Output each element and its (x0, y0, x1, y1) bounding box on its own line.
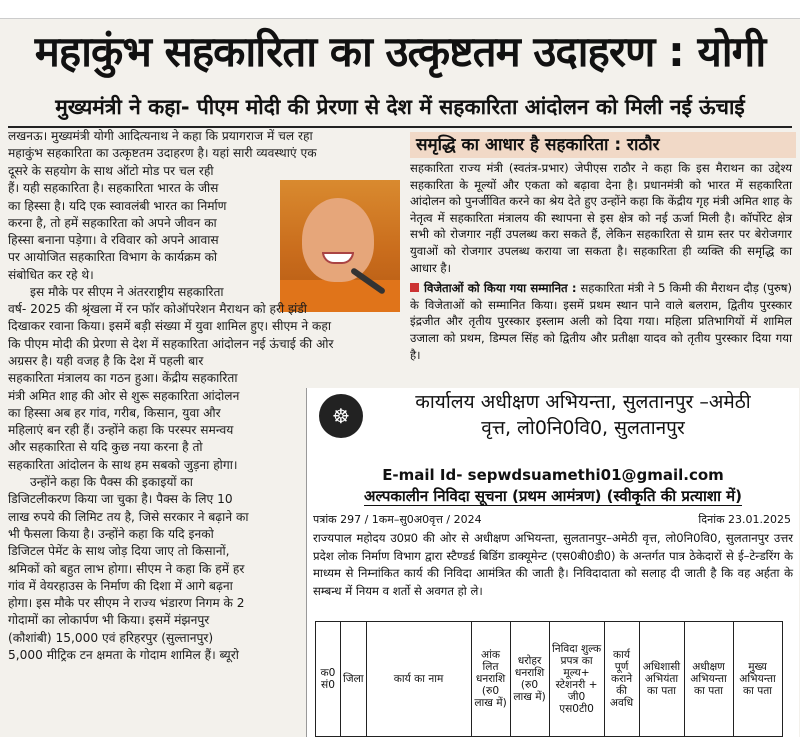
winners-lead: विजेताओं को किया गया सम्मानित : (424, 281, 577, 296)
article-line: हैं। यही सहकारिता है। सहकारिता भारत के जीस (8, 181, 219, 196)
article-line: (कौशांबी) 15,000 एवं हरिहरपुर (सुल्तानपुर) (8, 630, 214, 645)
table-header: धरोहर धनराशि (रु0 लाख में) (510, 622, 549, 737)
office-circle: वृत्त, लो0नि0वि0, सुलतानपुर (481, 417, 685, 439)
article-wrap-text (8, 163, 276, 301)
winners-paragraph (410, 280, 792, 363)
winners-text: सहकारिता मंत्री ने 5 किमी की मैराथन दौड़ (पुरुष) के विजेताओं को सम्मानित किया। इसमें प्रथम स्थान पाने वाले बलराम, द्वितीय पुरस्कार इंद्रजीत और तृतीय पुरस्कार इस्लाम अली को दिया गया। महिला प्रतिभागियों में शामिल उजाला को प्रथम, डिम्पल सिंह को द्वितीय और प्रतीक्षा यादव को तृतीय पुरस्कार दिया गया है। (410, 281, 792, 362)
article-line: उन्होंने कहा कि पैक्स की इकाइयों का (30, 475, 193, 490)
table-header: आंक लित धनराशि (रु0 लाख में) (471, 622, 510, 737)
article-line: संबोधित कर रहे थे। (8, 267, 94, 282)
bullet-icon (410, 283, 419, 292)
sidebar-article (410, 160, 792, 363)
article-line: इस मौके पर सीएम ने अंतरराष्ट्रीय सहकारिता (30, 285, 224, 300)
notice-title (307, 486, 799, 506)
emblem-icon: ☸ (319, 394, 363, 438)
notice-ref: पत्रांक 297 / 1कम–सु0अ0वृत्त / 2024 (313, 513, 482, 526)
article-line: होगा। इस मौके पर सीएम ने राज्य भंडारण निगम के 2 (8, 596, 245, 611)
article-narrow-text (8, 353, 300, 664)
article-line: महिलाएं बन रही हैं। उन्होंने कहा कि परस्पर समन्वय (8, 423, 234, 438)
subheadline: मुख्यमंत्री ने कहा- पीएम मोदी की प्रेरणा से देश में सहकारिता आंदोलन को मिली नई ऊंचाई (55, 95, 745, 119)
article-full-text (8, 301, 400, 353)
article-intro (8, 128, 400, 163)
notice-title-text: अल्पकालीन निविदा सूचना (प्रथम आमंत्रण) (स्वीकृति की प्रत्याशा में) (363, 487, 743, 505)
table-header: कार्य का नाम (366, 622, 471, 737)
article-line: और सहकारिता से यदि कुछ नया करना है तो (8, 440, 203, 455)
office-name: कार्यालय अधीक्षण अभियन्ता, सुलतानपुर –अमेठी (415, 391, 751, 413)
sidebar-paragraph: सहकारिता राज्य मंत्री (स्वतंत्र-प्रभार) जेपीएस राठौर ने कहा कि इस मैराथन का उद्देश्य सहकारिता के मूल्यों और एकता को बढ़ावा देना है। प्रधानमंत्री को भारत में सहकारिता आंदोलन को पुनर्जीवित करने का श्रेय देते हुए उन्होंने कहा कि केंद्रीय गृह मंत्री अमित शाह के नेतृत्व में सहकारिता मंत्रालय की स्थापना से इस क्षेत्र को नई ऊर्जा मिली है। कॉर्पोरेट क्षेत्र सभी को रोजगार नहीं उपलब्ध करा सकते हैं, लेकिन सहकारिता से ग्राम स्तर पर बेरोजगार युवाओं को रोजगार उपलब्ध कराया जा सकता है। सहकारिता ही व्यक्ति की समृद्धि का आधार है। (410, 161, 792, 275)
table-header: मुख्य अभियन्ता का पता (733, 622, 782, 737)
sidebar-box-title: समृद्धि का आधार है सहकारिता : राठौर (410, 132, 796, 158)
article-line: पर आयोजित सहकारिता विभाग के कार्यक्रम को (8, 250, 218, 265)
article-line: हिस्सा बनाना पड़ेगा। वे रविवार को अपने आवास (8, 233, 219, 248)
article-line: श्रमिकों को बहुत लाभ होगा। सीएम ने कहा कि हमें हर (8, 561, 245, 576)
tender-notice (306, 388, 799, 737)
article-line: दिखाकर रवाना किया। इसमें बड़ी संख्या में युवा शामिल हुए। सीएम ने कहा (8, 319, 331, 334)
article-line: का हिस्सा है। यदि एक स्वावलंबी भारत का निर्माण (8, 198, 227, 213)
article-line: वर्ष- 2025 की श्रृंखला में रन फॉर कोऑपरेशन मैराथन को हरी झंडी (8, 302, 307, 316)
photo-face (302, 198, 374, 282)
table-header: क0 सं0 (316, 622, 341, 737)
article-line: गांव में वेयरहाउस के निर्माण की दिशा में आगे बढ़ना (8, 578, 233, 593)
table-header: अधीक्षण अभियन्ता का पता (684, 622, 733, 737)
article-line: भी फैसला किया है। उन्होंने कहा कि यदि इनको (8, 526, 214, 541)
article-line: महाकुंभ सहकारिता का उत्कृष्टतम उदाहरण है। यहां सारी व्यवस्थाएं एक (8, 146, 317, 161)
article-line: का हिस्सा अब हर गांव, गरीब, किसान, युवा और (8, 405, 221, 420)
article-line: डिजिटलीकरण किया जा चुका है। पैक्स के लिए 10 (8, 492, 233, 507)
article-line: 5,000 मीट्रिक टन क्षमता के गोदाम शामिल हैं। ब्यूरो (8, 648, 239, 663)
article-line: गोदामों का लोकार्पण भी किया। इसमें मंझनपुर (8, 613, 210, 628)
article-line: करना है, तो हमें सहकारिता को अपने जीवन का (8, 215, 217, 230)
article-line: दूसरे के सहयोग के साथ ऑटो मोड पर चल रही (8, 164, 214, 178)
cm-photo (280, 180, 400, 312)
top-strip (0, 0, 800, 19)
table-header: कार्य पूर्ण कराने की अवधि (604, 622, 639, 737)
article-line: अग्रसर है। यही वजह है कि देश में पहली बार (8, 354, 204, 368)
table-header-row (316, 622, 783, 737)
notice-body: राज्यपाल महोदय उ0प्र0 की ओर से अधीक्षण अभियन्ता, सुलतानपुर–अमेठी वृत्त, लो0नि0वि0, सुलतानपुर उत्तर प्रदेश लोक निर्माण विभाग द्वारा स्टैण्डर्ड बिडिंग डाक्यूमेन्ट (एस0बी0डी0) के अन्तर्गत पात्र ठेकेदारों से ई–टेन्डरिंग के माध्यम से निम्नांकित कार्य की निविदा आमंत्रित की जाती है। निविदादाता को सलाह दी जाती है कि वह अर्हता के सम्बन्ध में नियम व शर्तो से अवगत हो ले। (313, 531, 793, 598)
article-line: लाख रुपये की लिमिट तय है, जिसे सरकार ने बढ़ाने का (8, 509, 249, 524)
table-header: निविदा शुल्क प्रपत्र का मूल्य+ स्टेशनरी + जी0 एस0टी0 (549, 622, 604, 737)
table-header: अधिशासी अभियंता का पता (639, 622, 684, 737)
article-line: लखनऊ। मुख्यमंत्री योगी आदित्यनाथ ने कहा कि प्रयागराज में चल रहा (8, 129, 313, 143)
table-header: जिला (341, 622, 367, 737)
notice-email: E-mail Id- sepwdsuamethi01@gmail.com (382, 466, 724, 484)
article-line: डिजिटल पेमेंट के साथ जोड़ दिया जाए तो किसानों, (8, 544, 230, 559)
article-line: सहकारिता मंत्रालय का गठन हुआ। केंद्रीय सहकारिता (8, 371, 238, 386)
article-line: सहकारिता आंदोलन के साथ हम सबको जुड़ना होगा। (8, 457, 238, 472)
article-line: कि पीएम मोदी की प्रेरणा से देश में सहकारिता आंदोलन नई ऊंचाई की ओर (8, 336, 334, 351)
headline: महाकुंभ सहकारिता का उत्कृष्टतम उदाहरण : योगी (34, 27, 766, 76)
tender-table (315, 621, 783, 737)
article-line: मंत्री अमित शाह की ओर से शुरू सहकारिता आंदोलन (8, 388, 240, 403)
notice-date: दिनांक 23.01.2025 (698, 513, 791, 526)
